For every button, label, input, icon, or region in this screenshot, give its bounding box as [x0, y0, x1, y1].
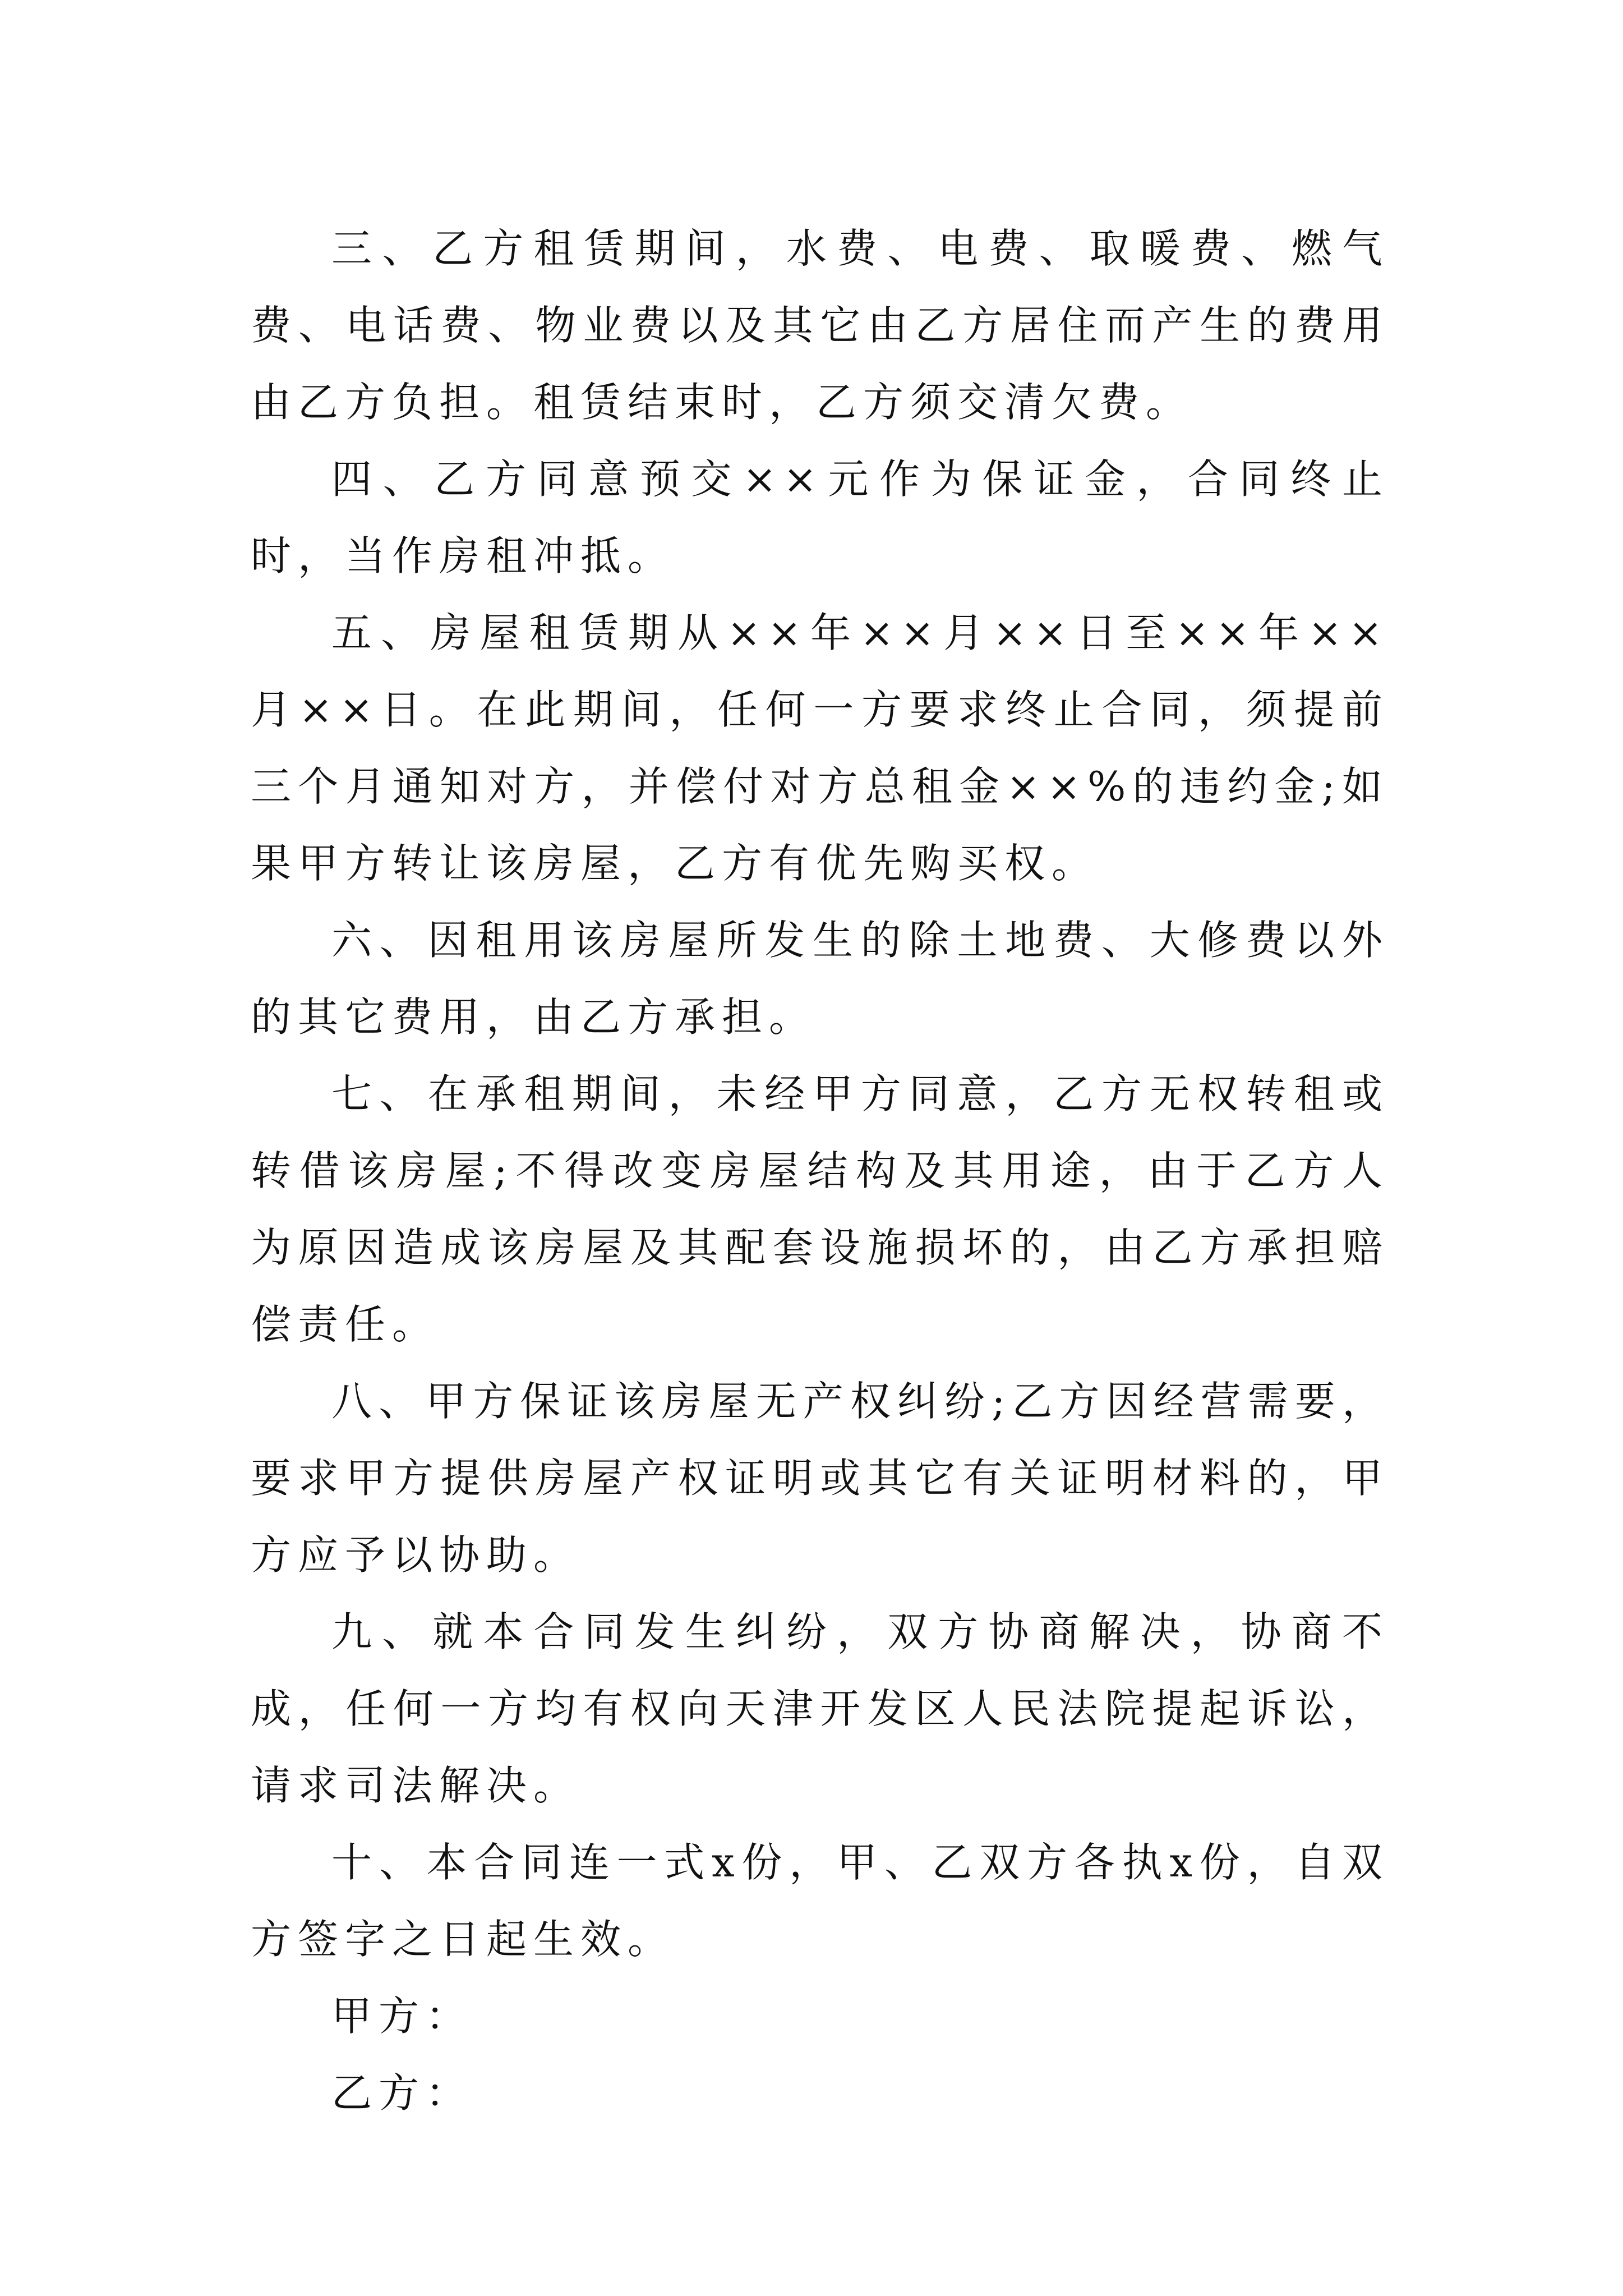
signature-party-a: 甲方： [331, 1993, 473, 2040]
clause-3: 三、乙方租赁期间，水费、电费、取暖费、燃气费、电话费、物业费以及其它由乙方居住而产生的费用由乙方负担。租赁结束时，乙方须交清欠费。 [251, 225, 1389, 426]
clause-6: 六、因租用该房屋所发生的除土地费、大修费以外的其它费用，由乙方承担。 [251, 917, 1389, 1041]
clause-9: 九、就本合同发生纠纷，双方协商解决，协商不成，任何一方均有权向天津开发区人民法院提起诉讼，请求司法解决。 [251, 1608, 1389, 1809]
clause-8: 八、甲方保证该房屋无产权纠纷;乙方因经营需要，要求甲方提供房屋产权证明或其它有关证明材料的，甲方应予以协助。 [251, 1378, 1389, 1579]
clause-5: 五、房屋租赁期从××年××月××日至××年××月××日。在此期间，任何一方要求终止合同，须提前三个月通知对方，并偿付对方总租金××%的违约金;如果甲方转让该房屋，乙方有优先购买权。 [251, 609, 1389, 887]
clause-10: 十、本合同连一式x份，甲、乙双方各执x份，自双方签字之日起生效。 [251, 1839, 1389, 1963]
clause-7: 七、在承租期间，未经甲方同意，乙方无权转租或转借该房屋;不得改变房屋结构及其用途，由于乙方人为原因造成该房屋及其配套设施损坏的，由乙方承担赔偿责任。 [251, 1070, 1389, 1348]
contract-body [251, 210, 1389, 2132]
clause-4: 四、乙方同意预交××元作为保证金，合同终止时，当作房租冲抵。 [251, 455, 1389, 579]
signature-party-b: 乙方： [331, 2069, 473, 2116]
